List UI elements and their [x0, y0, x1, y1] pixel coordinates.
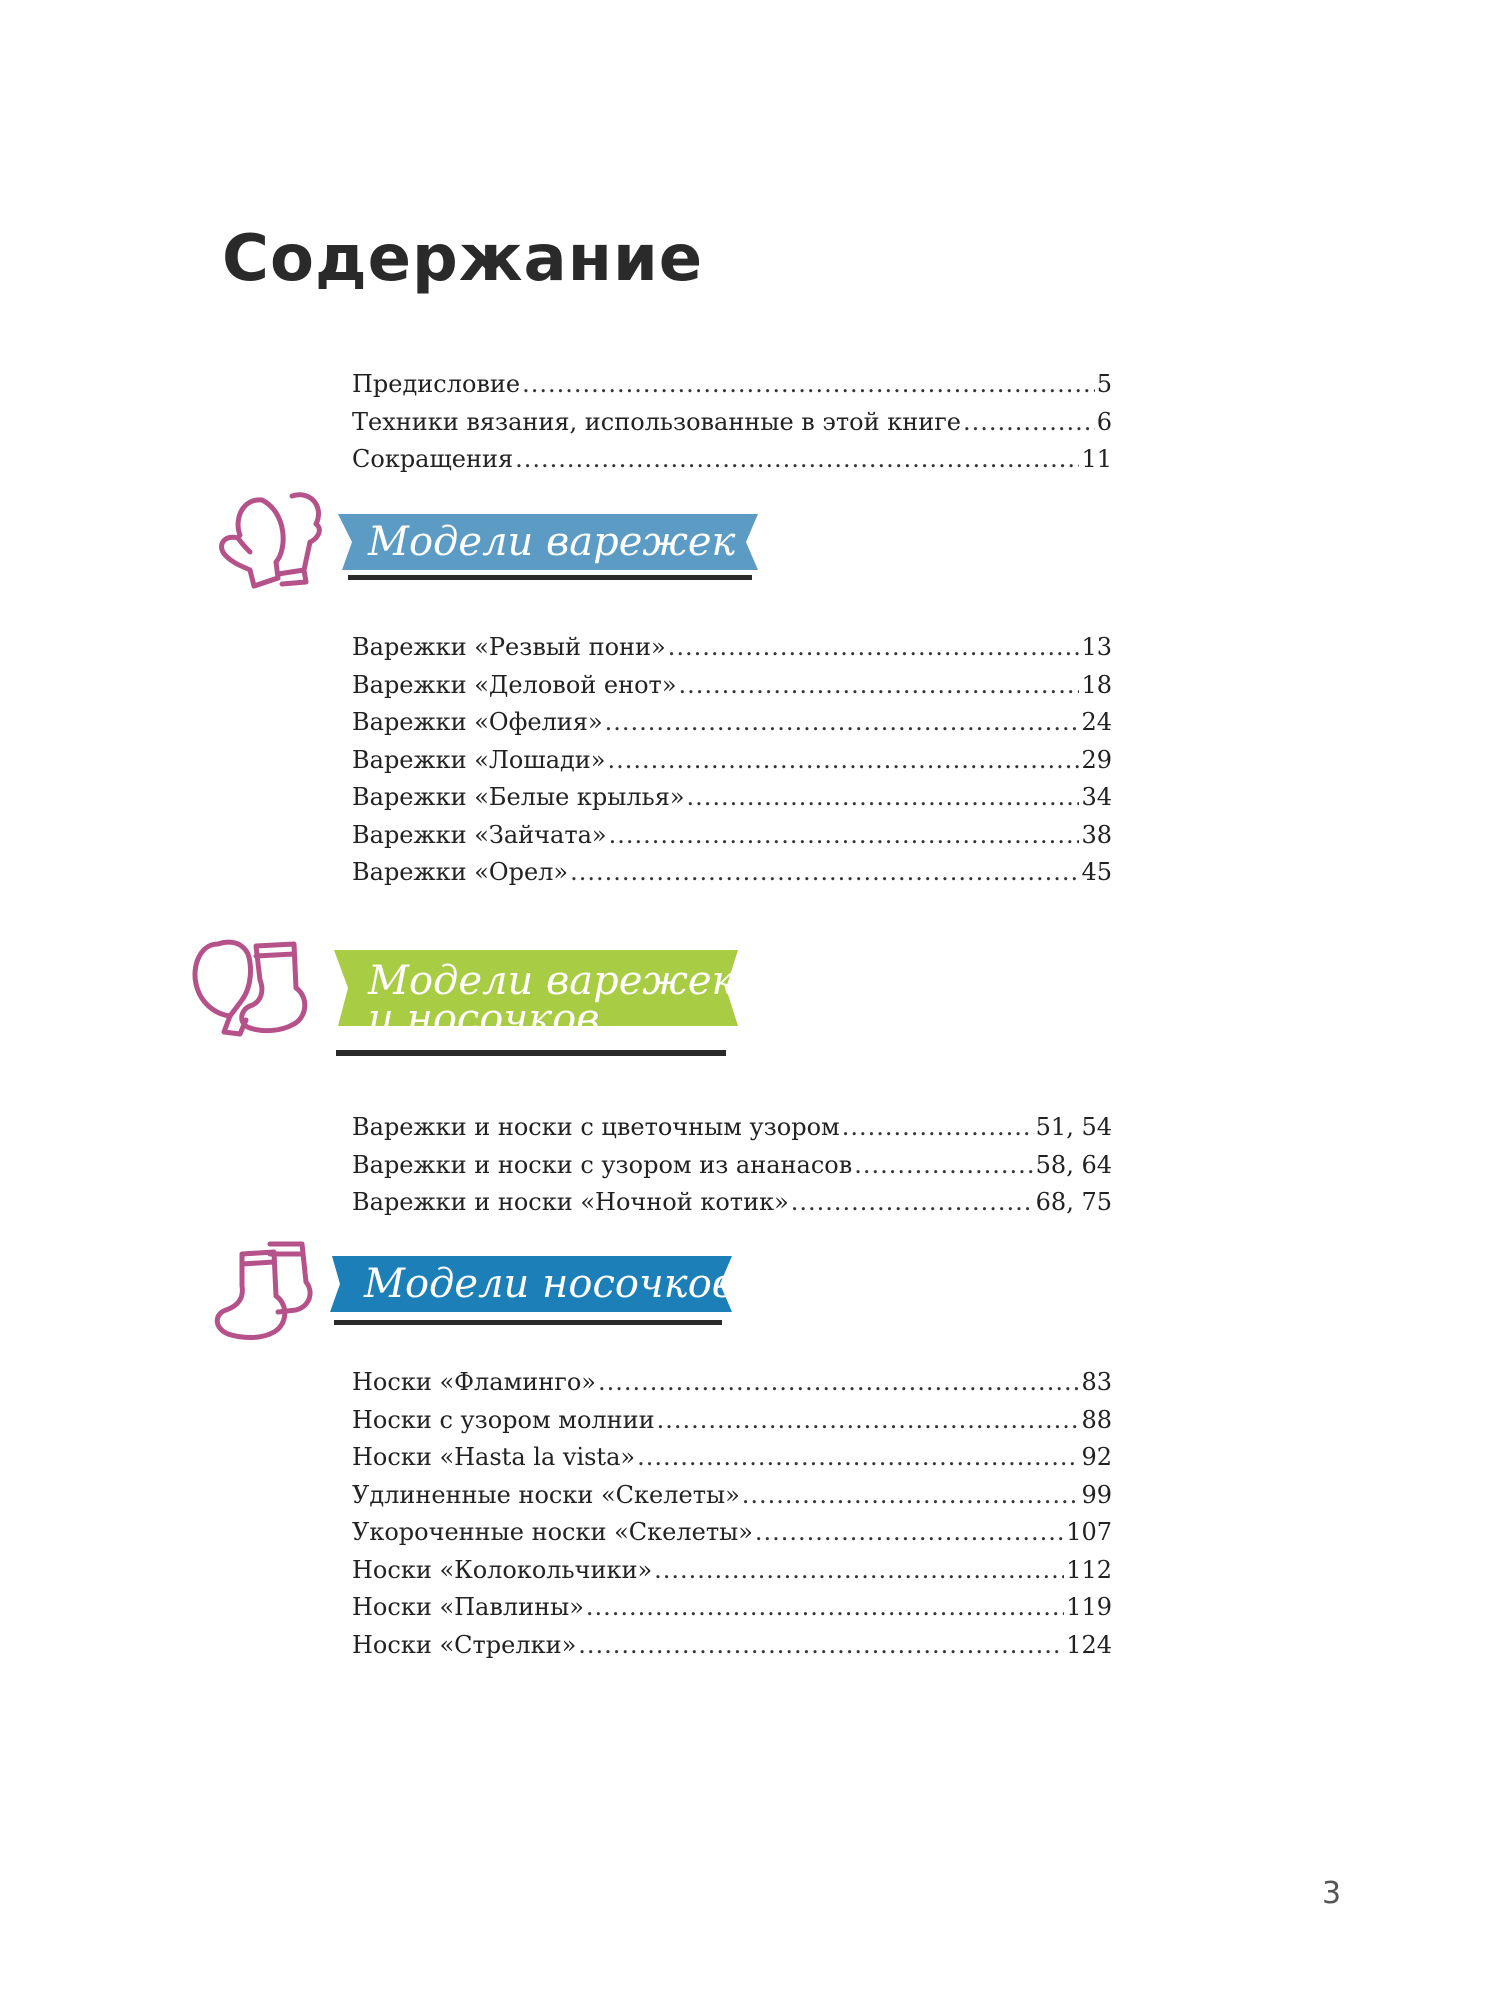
leader-dots [791, 1184, 1034, 1222]
toc-entry[interactable] [352, 742, 1112, 780]
leader-dots [515, 441, 1079, 479]
toc-entry[interactable] [352, 1477, 1112, 1515]
toc-entry[interactable] [352, 366, 1112, 404]
toc-entry-title: Удлиненные носки «Скелеты» [352, 1480, 740, 1509]
leader-dots [607, 742, 1079, 780]
toc-entry-page: 124 [1066, 1630, 1112, 1659]
toc-entry[interactable] [352, 704, 1112, 742]
section-header-mittens-socks [190, 930, 750, 1070]
toc-entry-page: 5 [1096, 370, 1112, 398]
leader-dots [755, 1514, 1064, 1552]
toc-entry-title: Укороченные носки «Скелеты» [352, 1518, 753, 1546]
toc-entry-page: 24 [1081, 708, 1112, 736]
toc-entry-title: Носки «Стрелки» [352, 1630, 577, 1659]
toc-entry-title: Носки «Фламинго» [352, 1368, 596, 1396]
toc-entry-title: Носки «Hasta la vista» [352, 1443, 636, 1471]
section-heading-line1: Модели варежек [368, 958, 736, 1004]
leader-dots [586, 1589, 1064, 1627]
leader-dots [854, 1147, 1033, 1185]
toc-entry-title: Носки с узором молнии [352, 1405, 655, 1434]
toc-entry[interactable] [352, 1552, 1112, 1590]
toc-entry-page: 11 [1081, 445, 1112, 473]
toc-entry-title: Варежки «Деловой енот» [352, 670, 677, 699]
toc-entry[interactable] [352, 1402, 1112, 1440]
toc-entry-page: 58, 64 [1035, 1150, 1112, 1179]
section-header-socks [198, 1240, 758, 1350]
section-heading: Модели носочков [364, 1261, 736, 1307]
toc-entry-page: 107 [1066, 1518, 1112, 1546]
toc-entry-title: Предисловие [352, 370, 521, 398]
leader-dots [742, 1477, 1080, 1515]
toc-entry[interactable] [352, 779, 1112, 817]
toc-entry-page: 99 [1081, 1480, 1112, 1509]
toc-entry-page: 68, 75 [1035, 1188, 1112, 1216]
toc-entry-title: Варежки «Резвый пони» [352, 633, 666, 661]
leader-dots [654, 1552, 1064, 1590]
leader-dots [578, 1627, 1064, 1665]
toc-entry-title: Сокращения [352, 445, 514, 473]
toc-entry[interactable] [352, 441, 1112, 479]
toc-intro [352, 366, 1112, 479]
leader-dots [687, 779, 1080, 817]
toc-section-socks [352, 1364, 1112, 1664]
toc-entry[interactable] [352, 1627, 1112, 1665]
leader-dots [657, 1402, 1080, 1440]
toc-entry[interactable] [352, 404, 1112, 442]
toc-entry-title: Варежки «Белые крылья» [352, 783, 685, 811]
toc-entry-title: Варежки «Лошади» [352, 745, 606, 774]
leader-dots [522, 366, 1095, 404]
toc-entry-page: 29 [1081, 745, 1112, 774]
toc-entry-page: 51, 54 [1035, 1113, 1112, 1141]
toc-entry[interactable] [352, 854, 1112, 892]
toc-entry[interactable] [352, 629, 1112, 667]
toc-entry[interactable] [352, 1147, 1112, 1185]
section-heading-line2: и носочков [368, 996, 600, 1042]
toc-entry-page: 18 [1081, 670, 1112, 699]
toc-entry[interactable] [352, 1184, 1112, 1222]
toc-entry-page: 45 [1081, 858, 1112, 886]
toc-section-mittens [352, 629, 1112, 892]
toc-entry-title: Варежки «Зайчата» [352, 820, 607, 849]
toc-entry-page: 34 [1081, 783, 1112, 811]
toc-entry-page: 112 [1066, 1555, 1112, 1584]
toc-entry-page: 119 [1066, 1593, 1112, 1621]
toc-entry-page: 92 [1081, 1443, 1112, 1471]
toc-section-mittens-socks [352, 1109, 1112, 1222]
leader-dots [842, 1109, 1034, 1147]
section-header-mittens [212, 490, 772, 600]
toc-entry-title: Носки «Павлины» [352, 1593, 584, 1621]
toc-entry[interactable] [352, 1589, 1112, 1627]
toc-entry-title: Варежки и носки с узором из ананасов [352, 1150, 853, 1179]
toc-entry[interactable] [352, 1514, 1112, 1552]
toc-entry-page: 6 [1096, 407, 1112, 436]
leader-dots [609, 817, 1080, 855]
toc-entry[interactable] [352, 1439, 1112, 1477]
toc-entry[interactable] [352, 1109, 1112, 1147]
toc-entry-title: Варежки и носки «Ночной котик» [352, 1188, 789, 1216]
leader-dots [637, 1439, 1079, 1477]
toc-entry-page: 88 [1081, 1405, 1112, 1434]
leader-dots [598, 1364, 1079, 1402]
leader-dots [605, 704, 1080, 742]
section-heading: Модели варежек [368, 519, 736, 565]
toc-entry-title: Варежки и носки с цветочным узором [352, 1113, 840, 1141]
toc-entry-page: 38 [1081, 820, 1112, 849]
leader-dots [963, 404, 1095, 442]
leader-dots [570, 854, 1079, 892]
toc-entry-title: Носки «Колокольчики» [352, 1555, 653, 1584]
toc-entry[interactable] [352, 817, 1112, 855]
page-number: 3 [1322, 1876, 1342, 1911]
toc-entry-title: Техники вязания, использованные в этой книге [352, 407, 961, 436]
toc-entry-page: 13 [1081, 633, 1112, 661]
toc-entry[interactable] [352, 1364, 1112, 1402]
toc-entry-title: Варежки «Офелия» [352, 708, 603, 736]
leader-dots [668, 629, 1080, 667]
toc-entry-page: 83 [1081, 1368, 1112, 1396]
page-title: Содержание [222, 222, 704, 296]
toc-entry-title: Варежки «Орел» [352, 858, 569, 886]
toc-entry[interactable] [352, 667, 1112, 705]
leader-dots [679, 667, 1080, 705]
